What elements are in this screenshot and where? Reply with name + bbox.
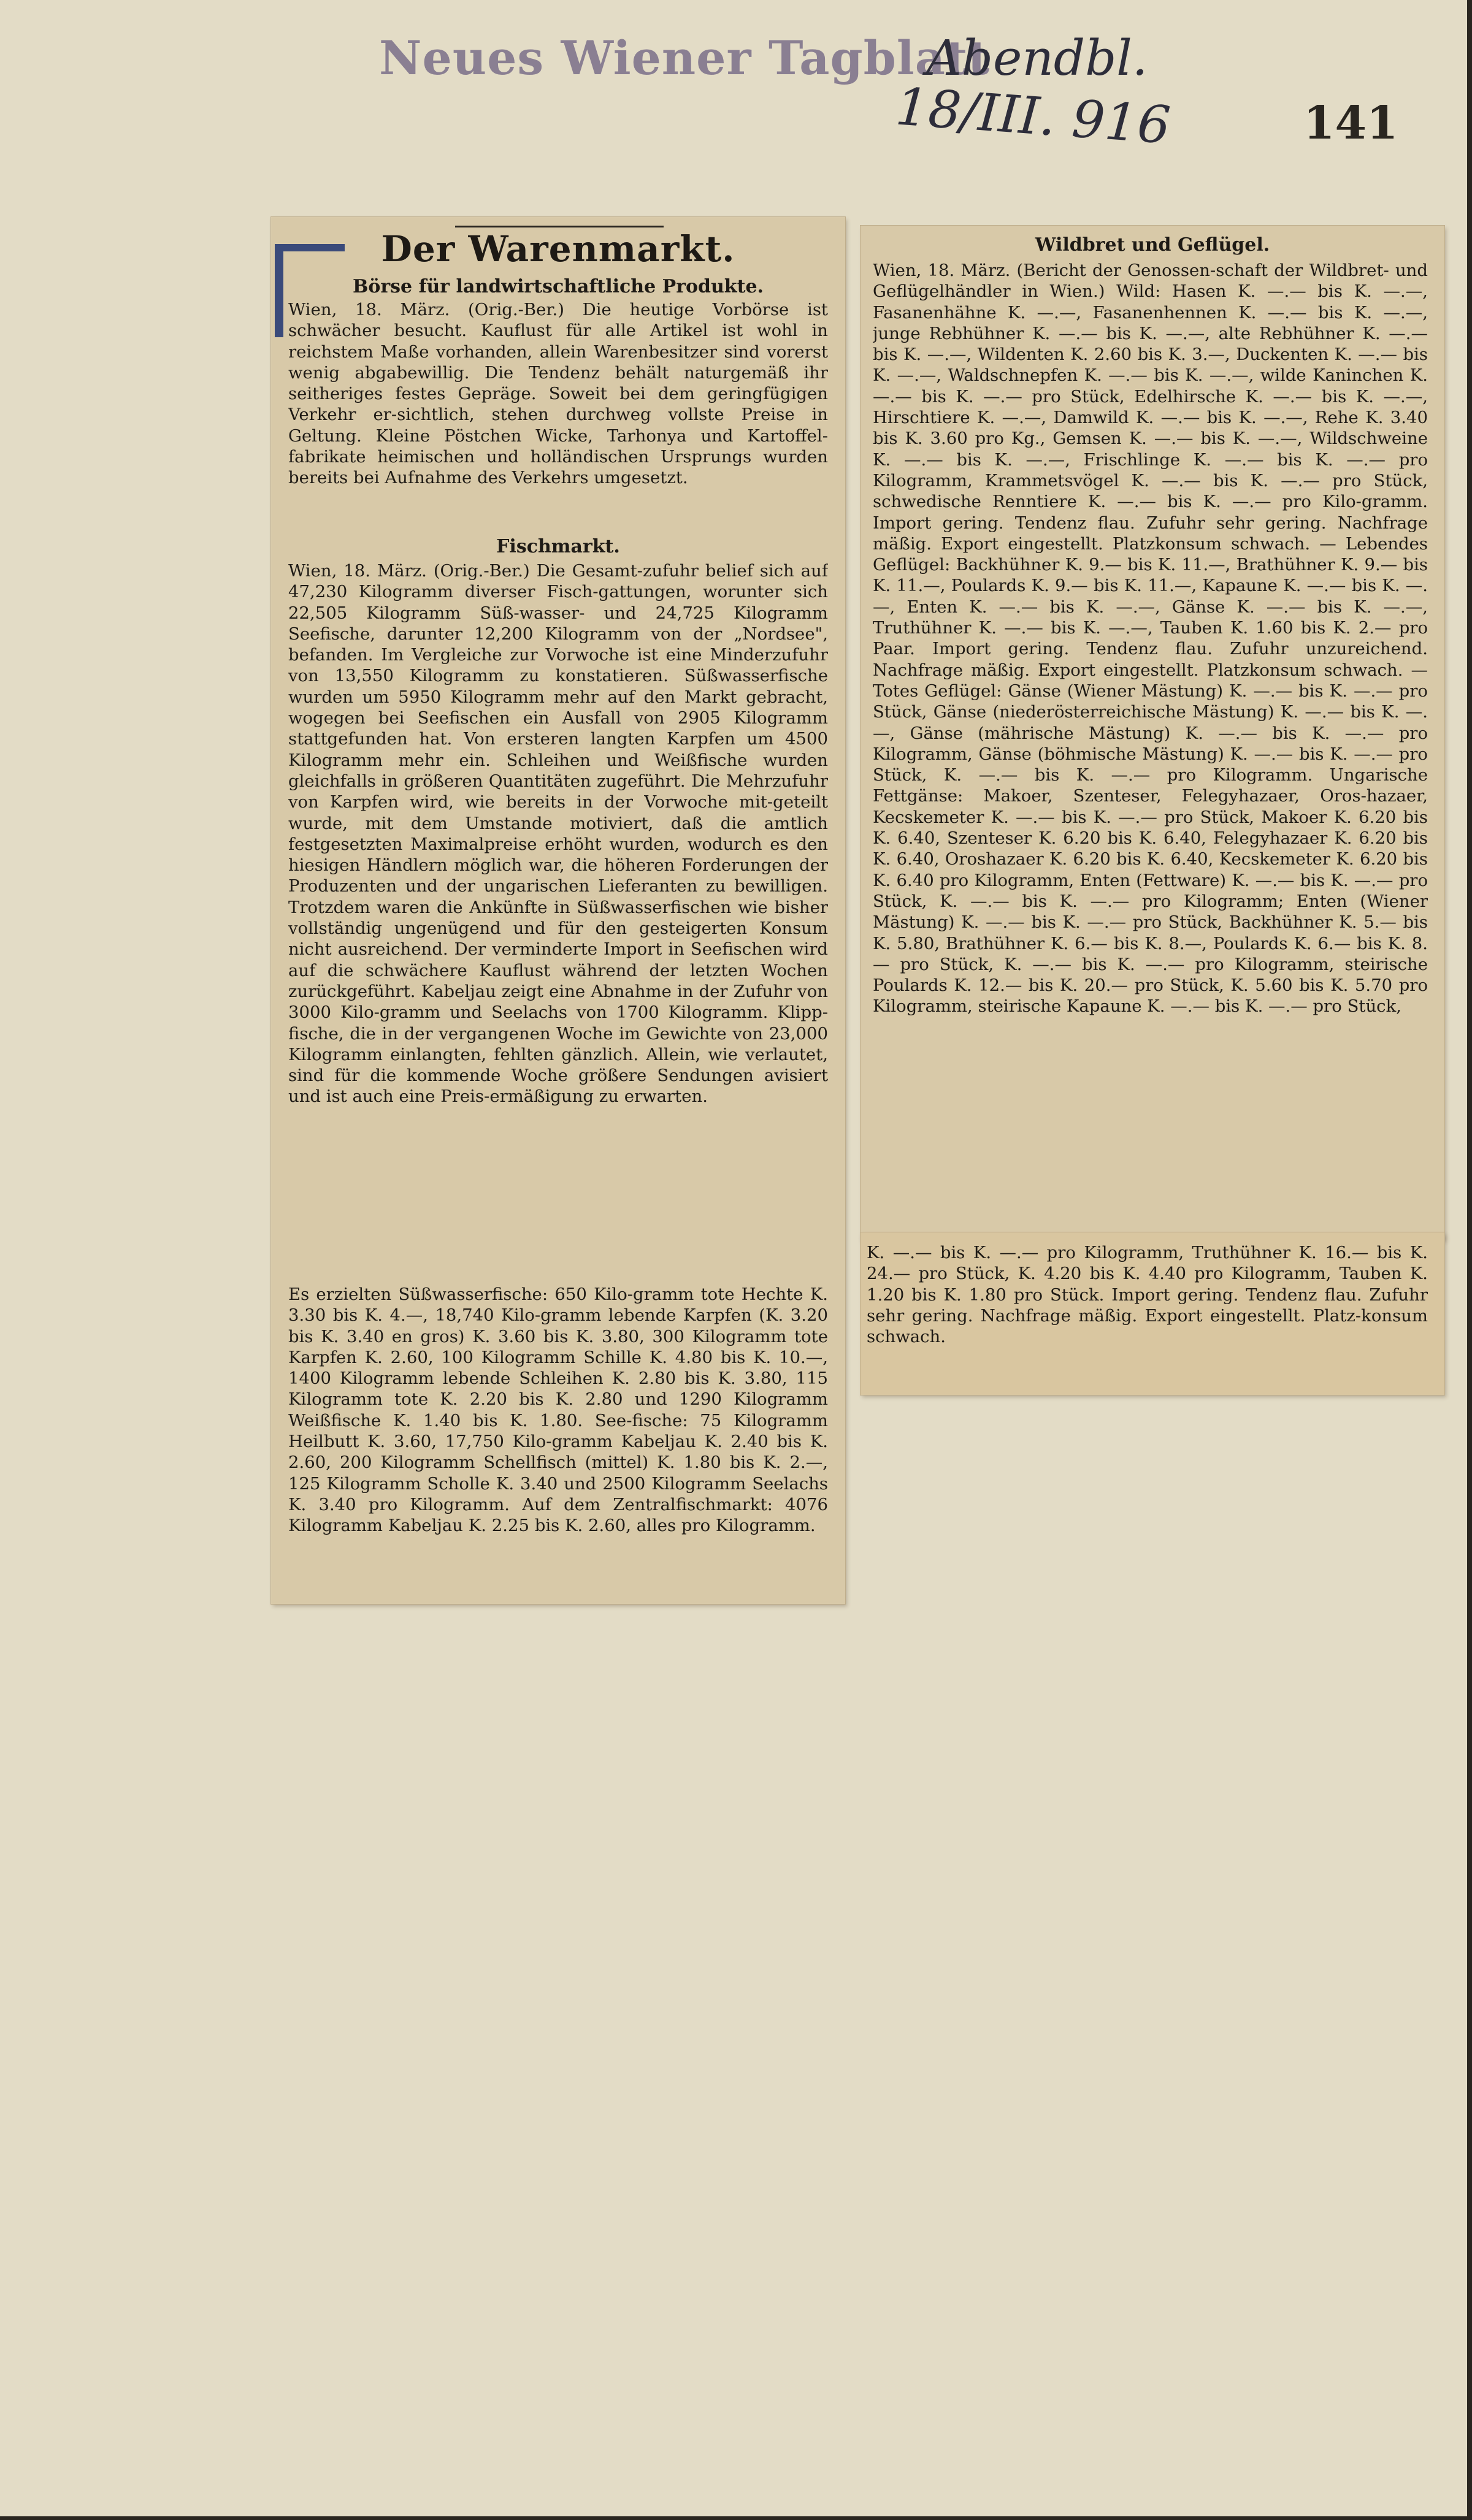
clipping-wildbret-continued bbox=[861, 1232, 1444, 1395]
section-boerse-text: Wien, 18. März. (Orig.-Ber.) Die heutige Vorbörse ist schwächer besucht. Kauflust für alle Artikel ist wohl in reichstem Maße vorhanden, allein Warenbesitzer sind vorerst wenig abgabewillig. Die Tendenz behält naturgemäß ihr seitheriges festes Gepräge. Soweit bei dem geringfügigen Verkehr er-sichtlich, stehen durchweg vollste Preise in Geltung. Kleine Pöstchen Wicke, Tarhonya und Kartoffel-fabrikate heimischen und holländischen Ursprungs wurden bereits bei Aufnahme des Verkehrs umgesetzt. bbox=[288, 300, 828, 488]
section-fischmarkt-text: Wien, 18. März. (Orig.-Ber.) Die Gesamt-zufuhr belief sich auf 47,230 Kilogramm diverser Fisch-gattungen, worunter sich 22,505 Kilogramm Süß-wasser- und 24,725 Kilogramm Seefische, darunter 12,200 Kilogramm von der „Nordsee", befanden. Im Vergleiche zur Vorwoche ist eine Minderzufuhr von 13,550 Kilogramm zu konstatieren. Süßwasserfische wurden um 5950 Kilogramm mehr auf den Markt gebracht, wogegen bei Seefischen ein Ausfall von 2905 Kilogramm stattgefunden hat. Von ersteren langten Karpfen um 4500 Kilogramm mehr ein. Schleihen und Weißfische wurden gleichfalls in größeren Quantitäten zugeführt. Die Mehrzufuhr von Karpfen wird, wie bereits in der Vorwoche mit-geteilt wurde, mit dem Umstande motiviert, daß die amtlich festgesetzten Maximalpreise erhöht wurden, wodurch es den hiesigen Händlern möglich war, die höheren Forderungen der Produzenten und der ungarischen Lieferanten zu bewilligen. Trotzdem waren die Ankünfte in Süßwasserfischen wie bisher vollständig ungenügend und für den gesteigerten Konsum nicht ausreichend. Der verminderte Import in Seefischen wird auf die schwächere Kauflust während der letzten Wochen zurückgeführt. Kabeljau zeigt eine Abnahme in der Zufuhr von 3000 Kilo-gramm und Seelachs von 1700 Kilogramm. Klipp-fische, die in der vergangenen Woche im Gewichte von 23,000 Kilogramm einlangten, fehlten gänzlich. Allein, wie verlautet, sind für die kommende Woche größere Sendungen avisiert und ist auch eine Preis-ermäßigung zu erwarten. bbox=[288, 561, 828, 1107]
article-title-wildbret: Wildbret und Geflügel. bbox=[1035, 234, 1270, 256]
section-heading-fischmarkt: Fischmarkt. bbox=[496, 536, 620, 557]
article-title: Der Warenmarkt. bbox=[381, 228, 735, 270]
clipping-warenmarkt bbox=[271, 217, 845, 1604]
article-subtitle: Börse für landwirtschaftliche Produkte. bbox=[353, 276, 764, 297]
clipping-wildbret bbox=[861, 226, 1444, 1240]
handwritten-edition: Abendbl. bbox=[926, 29, 1148, 86]
handwritten-date: 18/III. 916 bbox=[894, 76, 1173, 156]
divider-rule bbox=[455, 226, 664, 227]
wildbret-continued-text: K. —.— bis K. —.— pro Kilogramm, Truthühner K. 16.— bis K. 24.— pro Stück, K. 4.20 bis K. 4.40 pro Kilogramm, Tauben K. 1.20 bis K. 1.80 pro Stück. Import gering. Tendenz flau. Zufuhr sehr gering. Nachfrage mäßig. Export eingestellt. Platz-konsum schwach. bbox=[867, 1243, 1428, 1347]
wildbret-text: Wien, 18. März. (Bericht der Genossen-schaft der Wildbret- und Geflügelhändler in Wien.) Wild: Hasen K. —.— bis K. —.—, Fasanenhähne K. —.—, Fasanenhennen K. —.— bis K. —.—, junge Rebhühner K. —.— bis K. —.—, alte Rebhühner K. —.— bis K. —.—, Wildenten K. 2.60 bis K. 3.—, Duckenten K. —.— bis K. —.—, Waldschnepfen K. —.— bis K. —.—, wilde Kaninchen K. —.— bis K. —.— pro Stück, Edelhirsche K. —.— bis K. —.—, Hirschtiere K. —.—, Damwild K. —.— bis K. —.—, Rehe K. 3.40 bis K. 3.60 pro Kg., Gemsen K. —.— bis K. —.—, Wildschweine K. —.— bis K. —.—, Frischlinge K. —.— bis K. —.— pro Kilogramm, Krammetsvögel K. —.— bis K. —.— pro Stück, schwedische Renntiere K. —.— bis K. —.— pro Kilo-gramm. Import gering. Tendenz flau. Zufuhr sehr gering. Nachfrage mäßig. Export eingestellt. Platzkonsum schwach. — Lebendes Geflügel: Backhühner K. 9.— bis K. 11.—, Brathühner K. 9.— bis K. 11.—, Poulards K. 9.— bis K. 11.—, Kapaune K. —.— bis K. —.—, Enten K. —.— bis K. —.—, Gänse K. —.— bis K. —.—, Truthühner K. —.— bis K. —.—, Tauben K. 1.60 bis K. 2.— pro Paar. Import gering. Tendenz flau. Zufuhr unzureichend. Nachfrage mäßig. Export eingestellt. Platzkonsum schwach. — Totes Geflügel: Gänse (Wiener Mästung) K. —.— bis K. —.— pro Stück, Gänse (niederösterreichische Mästung) K. —.— bis K. —.—, Gänse (mährische Mästung) K. —.— bis K. —.— pro Kilogramm, Gänse (böhmische Mästung) K. —.— bis K. —.— pro Stück, K. —.— bis K. —.— pro Kilogramm. Ungarische Fettgänse: Makoer, Szenteser, Felegyhazaer, Oros-hazaer, Kecskemeter K. —.— bis K. —.— pro Stück, Makoer K. 6.20 bis K. 6.40, Szenteser K. 6.20 bis K. 6.40, Felegyhazaer K. 6.20 bis K. 6.40, Oroshazaer K. 6.20 bis K. 6.40, Kecskemeter K. 6.20 bis K. 6.40 pro Kilogramm, Enten (Fettware) K. —.— bis K. —.— pro Stück, K. —.— bis K. —.— pro Kilogramm; Enten (Wiener Mästung) K. —.— bis K. —.— pro Stück, Backhühner K. 5.— bis K. 5.80, Brathühner K. 6.— bis K. 8.—, Poulards K. 6.— bis K. 8.— pro Stück, K. —.— bis K. —.— pro Kilogramm, steirische Poulards K. 12.— bis K. 20.— pro Stück, K. 5.60 bis K. 5.70 pro Kilogramm, steirische Kapaune K. —.— bis K. —.— pro Stück, bbox=[873, 261, 1428, 1017]
page-number: 141 bbox=[1303, 97, 1398, 150]
newspaper-stamp: Neues Wiener Tagblatt bbox=[379, 31, 991, 85]
section-prices-text: Es erzielten Süßwasserfische: 650 Kilo-gramm tote Hechte K. 3.30 bis K. 4.—, 18,740 Kilo-gramm lebende Karpfen (K. 3.20 bis K. 3.40 en gros) K. 3.60 bis K. 3.80, 300 Kilogramm tote Karpfen K. 2.60, 100 Kilogramm Schille K. 4.80 bis K. 10.—, 1400 Kilogramm lebende Schleihen K. 2.80 bis K. 3.80, 115 Kilogramm tote K. 2.20 bis K. 2.80 und 1290 Kilogramm Weißfische K. 1.40 bis K. 1.80. See-fische: 75 Kilogramm Heilbutt K. 3.60, 17,750 Kilo-gramm Kabeljau K. 2.40 bis K. 2.60, 200 Kilogramm Schellfisch (mittel) K. 1.80 bis K. 2.—, 125 Kilogramm Scholle K. 3.40 und 2500 Kilogramm Seelachs K. 3.40 pro Kilogramm. Auf dem Zentralfischmarkt: 4076 Kilogramm Kabeljau K. 2.25 bis K. 2.60, alles pro Kilogramm. bbox=[288, 1285, 828, 1536]
blue-pencil-mark bbox=[275, 244, 345, 337]
